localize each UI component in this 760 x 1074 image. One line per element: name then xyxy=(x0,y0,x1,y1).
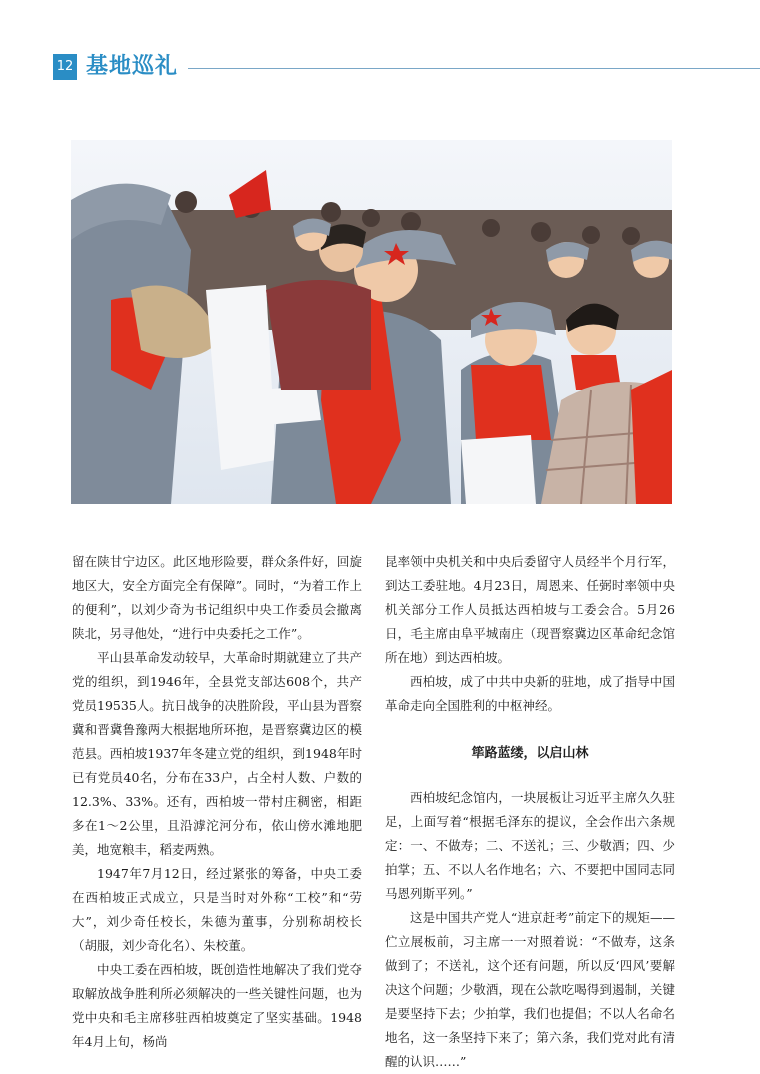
right-column xyxy=(385,550,675,1074)
children-red-scarves-photo xyxy=(71,140,672,504)
paragraph: 西柏坡，成了中共中央新的驻地，成了指导中国革命走向全国胜利的中枢神经。 xyxy=(385,674,675,713)
section-title: 基地巡礼 xyxy=(86,54,179,79)
paragraph: 昆率领中央机关和中央后委留守人员经半个月行军，到达工委驻地。4月23日，周恩来、任弼时率领中央机关部分工作人员抵达西柏坡与工委会合。5月26日，毛主席由阜平城南庄（现晋察冀边区革命纪念馆所在地）到达西柏坡。 xyxy=(385,554,675,665)
paragraph: 西柏坡纪念馆内，一块展板让习近平主席久久驻足，上面写着“根据毛泽东的提议，全会作出六条规定：一、不做寿；二、不送礼；三、少敬酒；四、少拍掌；五、不以人名作地名；六、不要把中国同志同马恩列斯平列。” xyxy=(385,790,675,901)
article-photo xyxy=(71,140,672,504)
header-divider xyxy=(188,68,760,69)
page-number: 12 xyxy=(53,54,77,80)
subheading: 筚路蓝缕，以启山林 xyxy=(471,746,589,761)
paragraph: 1947年7月12日，经过紧张的筹备，中央工委在西柏坡正式成立，只是当时对外称“工校”和“劳大”，刘少奇任校长，朱德为董事，分别称胡校长（胡服，刘少奇化名）、朱校董。 xyxy=(72,866,362,953)
paragraph: 这是中国共产党人“进京赶考”前定下的规矩——伫立展板前，习主席一一对照着说：“不做寿，这条做到了；不送礼，这个还有问题，所以反‘四风’要解决这个问题；少敬酒，现在公款吃喝得到遏制，关键是要坚持下去；少拍掌，我们也提倡；不以人名命名地名，这一条坚持下来了；第六条，我们党对此有清醒的认识……” xyxy=(385,910,675,1069)
paragraph: 平山县革命发动较早，大革命时期就建立了共产党的组织，到1946年，全县党支部达608个，共产党员19535人。抗日战争的决胜阶段，平山县为晋察冀和晋冀鲁豫两大根据地所环抱，是晋察冀边区的模范县。西柏坡1937年冬建立党的组织，到1948年时已有党员40名，分布在33户，占全村人数、户数的12.3%、33%。还有，西柏坡一带村庄稠密，相距多在1～2公里，且沿滹沱河分布，依山傍水滩地肥美，地宽粮丰，稻麦两熟。 xyxy=(72,650,362,857)
page-header xyxy=(53,54,760,82)
paragraph: 留在陕甘宁边区。此区地形险要，群众条件好，回旋地区大，安全方面完全有保障”。同时，“为着工作上的便利”，以刘少奇为书记组织中央工作委员会撤离陕北，另寻他处，“进行中央委托之工作”。 xyxy=(72,554,362,641)
left-column xyxy=(72,550,362,1054)
paragraph: 中央工委在西柏坡，既创造性地解决了我们党夺取解放战争胜利所必须解决的一些关键性问题，也为党中央和毛主席移驻西柏坡奠定了坚实基础。1948年4月上旬，杨尚 xyxy=(72,962,362,1049)
